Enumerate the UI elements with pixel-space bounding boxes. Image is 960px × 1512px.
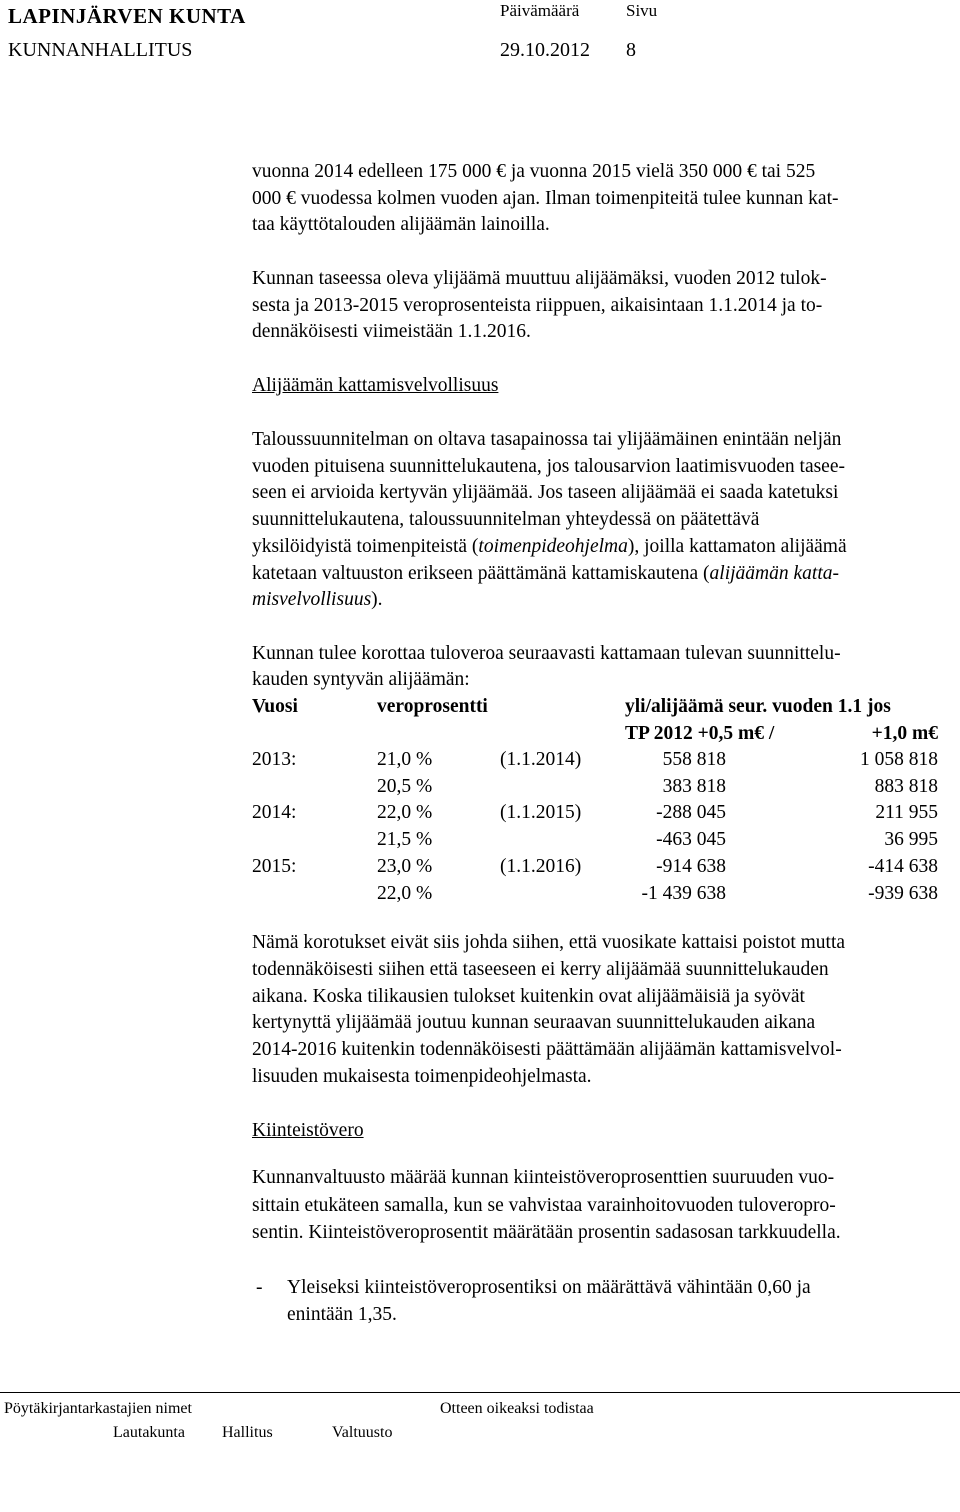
- table-cell-result-b: -939 638: [868, 883, 938, 904]
- table-cell-result-a: -288 045: [656, 802, 726, 823]
- paragraph-line: 000 € vuodessa kolmen vuoden ajan. Ilman toimenpiteitä tulee kunnan kat-: [252, 188, 839, 209]
- table-cell-rate: 21,5 %: [377, 829, 433, 850]
- organization-name: LAPINJÄRVEN KUNTA: [8, 4, 246, 28]
- paragraph-line: Nämä korotukset eivät siis johda siihen, että vuosikate kattaisi poistot mutta: [252, 932, 846, 953]
- paragraph-line: sesta ja 2013-2015 veroprosenteista riippuen, aikaisintaan 1.1.2014 ja to-: [252, 295, 823, 316]
- bullet-line: enintään 1,35.: [287, 1304, 397, 1325]
- table-cell-rate: 22,0 %: [377, 802, 433, 823]
- paragraph-line: todennäköisesti siihen että taseeseen ei kerry alijäämää suunnittelukauden: [252, 959, 829, 980]
- paragraph-line: [252, 564, 839, 584]
- table-cell-rate: 21,0 %: [377, 749, 433, 770]
- document-date: 29.10.2012: [500, 39, 590, 61]
- footer-reviewers-label: Pöytäkirjantarkastajien nimet: [4, 1400, 192, 1417]
- paragraph-line: [252, 537, 847, 557]
- table-cell-date: (1.1.2016): [500, 856, 582, 877]
- paragraph-line: 2014-2016 kuitenkin todennäköisesti päättämään alijäämän kattamisvelvol-: [252, 1039, 842, 1060]
- footer-board: Hallitus: [222, 1424, 273, 1441]
- paragraph-line: sentin. Kiinteistöveroprosentit määrätään prosentin sadasosan tarkkuudella.: [252, 1222, 841, 1243]
- table-cell-result-a: 383 818: [662, 776, 726, 797]
- paragraph-line: kertynyttä ylijäämää joutuu kunnan seuraavan suunnittelukauden aikana: [252, 1012, 816, 1033]
- section-heading-property-tax: Kiinteistövero: [252, 1120, 364, 1141]
- paragraph-line: vuoden pituisena suunnittelukautena, jos talousarvion laatimisvuoden tasee-: [252, 456, 845, 477]
- table-cell-result-a: 558 818: [662, 749, 726, 770]
- paragraph-line: kauden syntyvän alijäämän:: [252, 669, 470, 690]
- paragraph-line: Kunnan taseessa oleva ylijäämä muuttuu alijäämäksi, vuoden 2012 tulok-: [252, 268, 827, 289]
- paragraph-line: Kunnanvaltuusto määrää kunnan kiinteistöveroprosenttien suuruuden vuo-: [252, 1167, 835, 1188]
- text-run: ).: [371, 589, 383, 610]
- table-cell-result-b: 883 818: [874, 776, 938, 797]
- table-cell-result-b: 1 058 818: [860, 749, 938, 770]
- table-cell-rate: 20,5 %: [377, 776, 433, 797]
- table-cell-year: 2015:: [252, 856, 297, 877]
- footer-council: Valtuusto: [332, 1424, 393, 1441]
- table-cell-result-b: 36 995: [884, 829, 938, 850]
- paragraph-line: lisuuden mukaisesta toimenpideohjelmasta.: [252, 1066, 592, 1087]
- body-name: KUNNANHALLITUS: [8, 39, 193, 61]
- paragraph-line: taa käyttötalouden alijäämän lainoilla.: [252, 214, 550, 235]
- paragraph-line: dennäköisesti viimeistään 1.1.2016.: [252, 321, 531, 342]
- paragraph-line: aikana. Koska tilikausien tulokset kuitenkin ovat alijäämäisiä ja syövät: [252, 986, 805, 1007]
- paragraph-line: sittain etukäteen samalla, kun se vahvistaa varainhoitovuoden tuloveropro-: [252, 1195, 836, 1216]
- page-number: 8: [626, 39, 636, 61]
- text-run: ), joilla kattamaton alijäämä: [627, 536, 847, 557]
- text-run: katetaan valtuuston erikseen päättämänä kattamiskautena (: [252, 563, 710, 584]
- table-header-result: yli/alijäämä seur. vuoden 1.1 jos: [625, 696, 891, 717]
- italic-term: misvelvollisuus: [252, 589, 372, 610]
- table-cell-result-a: -1 439 638: [641, 883, 726, 904]
- table-cell-year: 2013:: [252, 749, 297, 770]
- footer-committee: Lautakunta: [113, 1424, 185, 1441]
- paragraph-line: suunnittelukautena, taloussuunnitelman yhteydessä on päätettävä: [252, 509, 760, 530]
- paragraph-line: Kunnan tulee korottaa tuloveroa seuraavasti kattamaan tulevan suunnittelu-: [252, 643, 841, 664]
- table-cell-date: (1.1.2014): [500, 749, 582, 770]
- table-cell-year: 2014:: [252, 802, 297, 823]
- table-header-rate: veroprosentti: [377, 696, 488, 717]
- table-header-col-b: +1,0 m€: [871, 723, 938, 744]
- table-cell-result-a: -914 638: [656, 856, 726, 877]
- table-cell-result-a: -463 045: [656, 829, 726, 850]
- text-run: yksilöidyistä toimenpiteistä (: [252, 536, 479, 557]
- paragraph-line: vuonna 2014 edelleen 175 000 € ja vuonna 2015 vielä 350 000 € tai 525: [252, 161, 816, 182]
- footer-rule: [0, 1392, 960, 1393]
- paragraph-line: seen ei arvioida kertyvän ylijäämää. Jos taseen alijäämää ei saada katetuksi: [252, 482, 839, 503]
- page-label: Sivu: [626, 1, 658, 20]
- table-header-col-a: TP 2012 +0,5 m€ /: [625, 723, 775, 744]
- italic-term: alijäämän katta-: [709, 563, 839, 584]
- table-cell-rate: 22,0 %: [377, 883, 433, 904]
- table-header-year: Vuosi: [252, 696, 298, 717]
- bullet-line: Yleiseksi kiinteistöveroprosentiksi on määrättävä vähintään 0,60 ja: [287, 1277, 811, 1298]
- table-cell-rate: 23,0 %: [377, 856, 433, 877]
- date-label: Päivämäärä: [500, 1, 580, 20]
- table-cell-result-b: 211 955: [875, 802, 938, 823]
- paragraph-line: Taloussuunnitelman on oltava tasapainossa tai ylijäämäinen enintään neljän: [252, 429, 842, 450]
- italic-term: toimenpideohjelma: [478, 536, 628, 557]
- paragraph-line: [252, 590, 383, 610]
- table-cell-result-b: -414 638: [868, 856, 938, 877]
- table-cell-date: (1.1.2015): [500, 802, 582, 823]
- section-heading-deficit: Alijäämän kattamisvelvollisuus: [252, 375, 499, 396]
- footer-certify-label: Otteen oikeaksi todistaa: [440, 1400, 594, 1417]
- bullet-dash: -: [256, 1277, 263, 1298]
